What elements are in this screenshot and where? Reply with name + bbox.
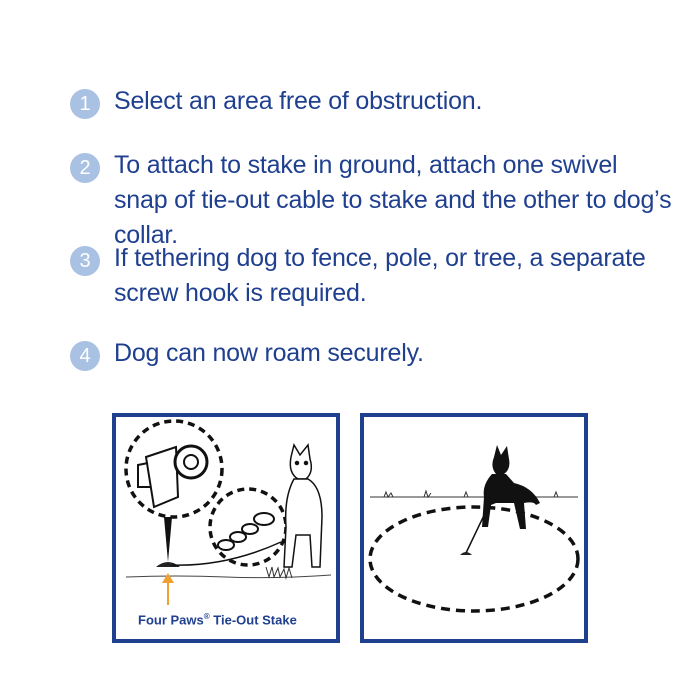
step-text: Select an area free of obstruction. xyxy=(114,87,483,115)
snap-detail-circle xyxy=(210,489,286,565)
step-text: Dog can now roam securely. xyxy=(114,339,424,367)
step-number-badge: 4 xyxy=(70,341,100,371)
stake-icon xyxy=(164,517,172,562)
step-number-badge: 3 xyxy=(70,246,100,276)
stake-caption: Four Paws® Tie-Out Stake xyxy=(138,612,297,628)
step-text: To attach to stake in ground, attach one swivel snap of tie-out cable to stake and the other to dog’s collar. xyxy=(114,151,672,249)
roaming-illustration xyxy=(364,417,584,639)
stake-illustration-panel xyxy=(112,413,340,643)
step-number-badge: 1 xyxy=(70,89,100,119)
step-1 xyxy=(70,84,674,119)
step-text: If tethering dog to fence, pole, or tree, a separate screw hook is required. xyxy=(114,244,646,307)
step-number-badge: 2 xyxy=(70,153,100,183)
dog-sketch-icon xyxy=(284,445,322,567)
step-2 xyxy=(70,148,674,253)
step-4 xyxy=(70,336,674,371)
roaming-area-circle xyxy=(370,507,578,611)
step-3 xyxy=(70,241,674,311)
roaming-illustration-panel xyxy=(360,413,588,643)
stake-illustration xyxy=(116,417,336,639)
